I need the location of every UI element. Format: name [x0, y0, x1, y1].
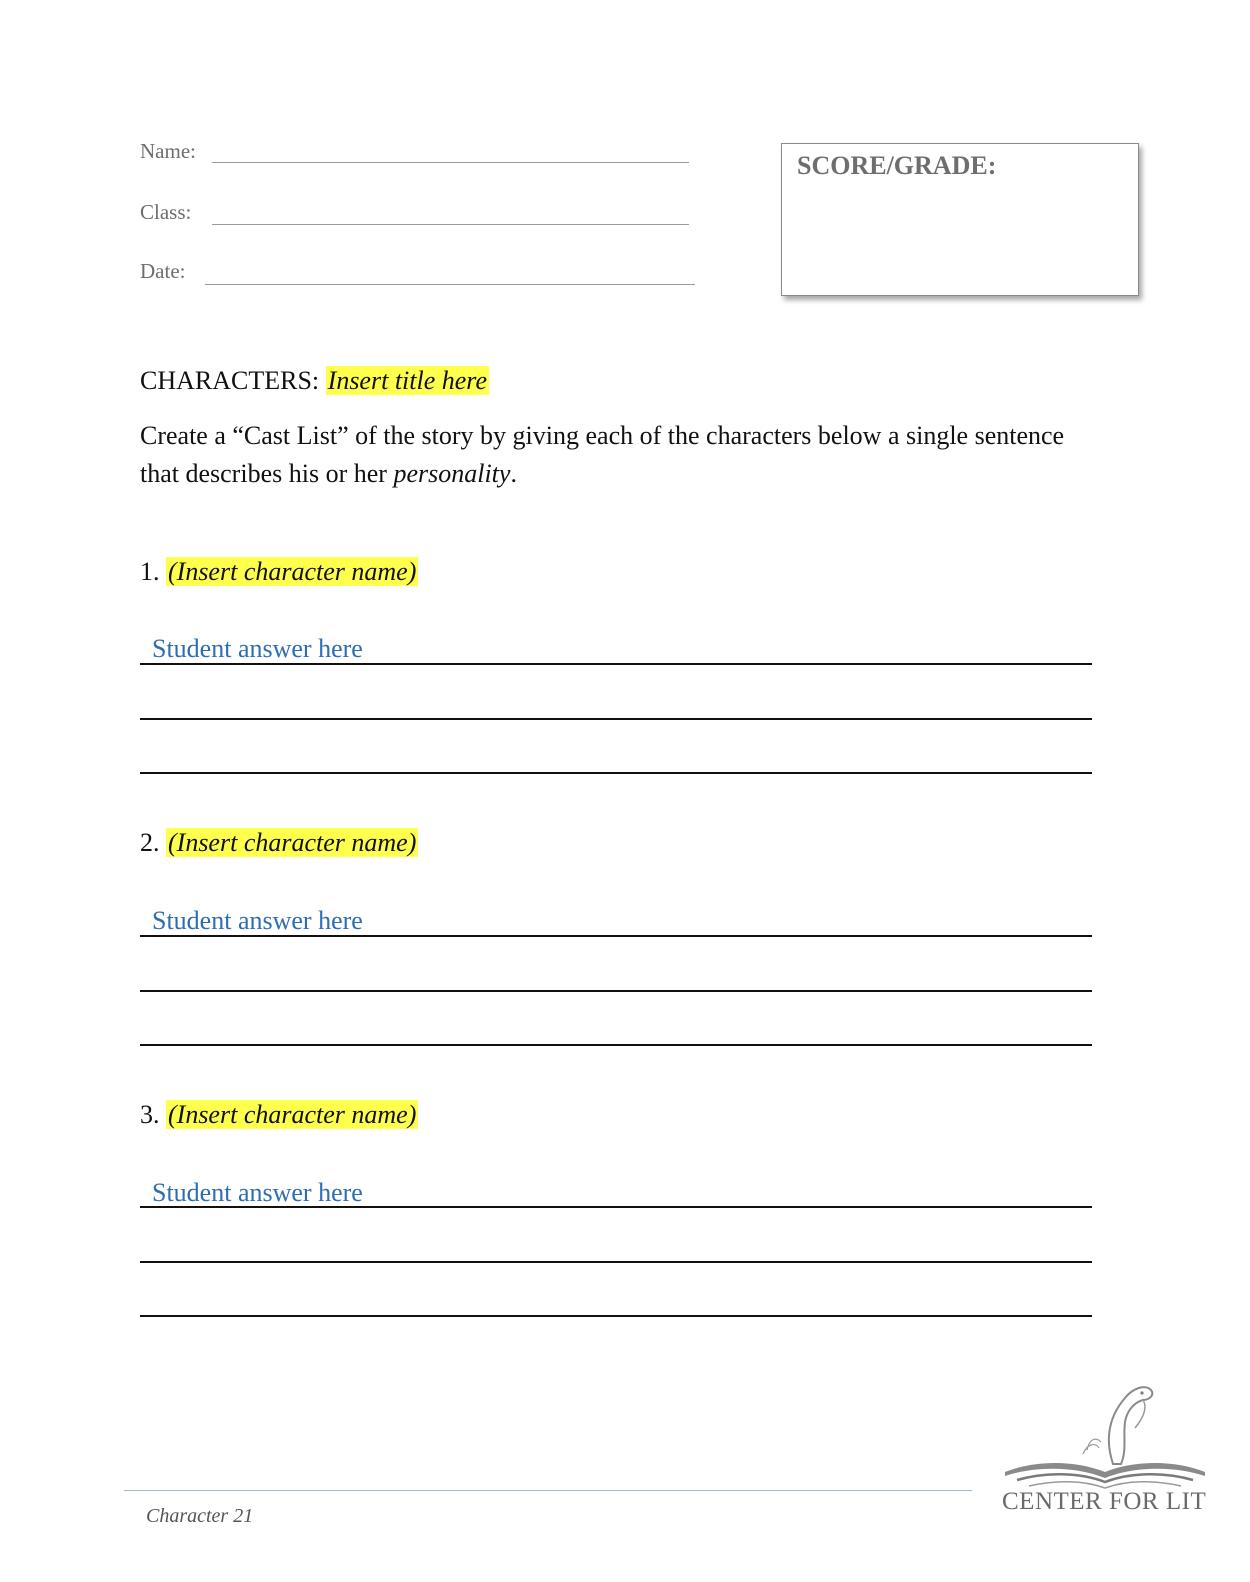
answer-line — [140, 718, 1092, 720]
class-label: Class: — [140, 200, 192, 224]
item-number: 2. — [140, 828, 160, 857]
score-grade-box — [781, 143, 1139, 296]
page-label: Character 21 — [146, 1505, 254, 1527]
answer-line — [140, 1206, 1092, 1208]
footer-rule — [124, 1490, 972, 1491]
student-answer-2[interactable]: Student answer here — [152, 906, 363, 935]
student-answer-1[interactable]: Student answer here — [152, 634, 363, 663]
instructions-text: Create a “Cast List” of the story by giving each of the characters below a single sentence that describes his or her — [140, 421, 1065, 488]
answer-line — [140, 1044, 1092, 1046]
character-name-placeholder[interactable]: (Insert character name) — [168, 557, 417, 586]
item-number: 1. — [140, 557, 160, 586]
answer-line — [140, 1315, 1092, 1317]
heading-prefix: CHARACTERS: — [140, 366, 320, 395]
instructions-end: . — [510, 459, 517, 488]
instructions — [140, 417, 1100, 493]
worksheet-heading — [140, 366, 489, 396]
character-name-placeholder[interactable]: (Insert character name) — [168, 828, 417, 857]
date-label: Date: — [140, 259, 186, 283]
title-placeholder[interactable]: Insert title here — [327, 366, 487, 395]
answer-line — [140, 1261, 1092, 1263]
answer-line — [140, 990, 1092, 992]
date-field[interactable] — [205, 284, 695, 285]
answer-line — [140, 935, 1092, 937]
character-name-placeholder[interactable]: (Insert character name) — [168, 1100, 417, 1129]
name-label: Name: — [140, 139, 196, 163]
score-grade-label: SCORE/GRADE: — [797, 151, 997, 180]
answer-line — [140, 663, 1092, 665]
character-item-1 — [140, 557, 418, 587]
item-number: 3. — [140, 1100, 160, 1129]
class-field[interactable] — [212, 224, 689, 225]
character-item-3 — [140, 1100, 418, 1130]
instructions-emphasis: personality — [393, 459, 511, 488]
character-item-2 — [140, 828, 418, 858]
answer-line — [140, 772, 1092, 774]
name-field[interactable] — [212, 162, 689, 163]
logo-text: CENTER FOR LIT — [1002, 1488, 1207, 1515]
student-answer-3[interactable]: Student answer here — [152, 1178, 363, 1207]
